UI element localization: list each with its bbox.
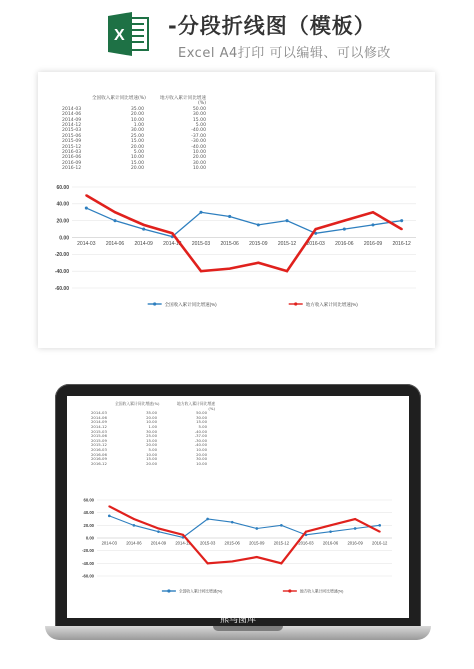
data-point (182, 534, 184, 536)
data-point (231, 521, 234, 524)
table-cell: 30.00 (196, 414, 207, 420)
data-point (199, 211, 202, 214)
x-tick-label: 2014-12 (163, 241, 182, 247)
data-point (330, 524, 332, 526)
data-point (280, 524, 283, 527)
x-tick-label: 2015-12 (277, 241, 297, 247)
data-point (354, 518, 356, 520)
table-cell: 15.00 (130, 139, 144, 145)
table-cell: 15.00 (192, 117, 206, 123)
table-cell: -30.00 (191, 139, 206, 145)
table-cell: 2014-06 (62, 112, 82, 118)
table-cell: 2015-03 (62, 128, 82, 134)
table-cell: 2014-06 (91, 414, 107, 420)
table-cell: 2016-12 (91, 460, 107, 466)
table-cell: 30.00 (192, 112, 206, 118)
data-point (85, 206, 88, 209)
table-header-cell: 全国收入累计同比增速(%) (115, 401, 160, 406)
y-tick-label: -40.00 (82, 560, 94, 566)
table-cell: 20.00 (130, 166, 144, 172)
x-tick-label: 2016-03 (298, 540, 314, 546)
series-line (86, 195, 401, 271)
table-cell: 2016-09 (62, 160, 82, 166)
y-tick-label: -60.00 (54, 285, 69, 292)
table-header-cell: 地方收入累计同比增速(%) (160, 96, 206, 107)
table-cell: 10.00 (146, 451, 157, 457)
legend-label: 全国收入累计同比增速(%) (178, 589, 223, 594)
legend-marker (167, 589, 170, 592)
x-tick-label: 2015-09 (249, 540, 265, 546)
data-point (228, 215, 231, 218)
table-cell: -37.00 (194, 433, 207, 439)
table-cell: 15.00 (146, 456, 157, 462)
series-line (109, 506, 379, 563)
y-tick-label: 60.00 (56, 184, 69, 191)
table-cell: 2016-06 (62, 155, 82, 161)
brand-label: 熊鸟图库 (219, 615, 256, 625)
x-tick-label: 2014-06 (105, 241, 125, 247)
table-cell: 10.00 (130, 117, 144, 123)
data-point (207, 562, 209, 564)
data-point (354, 527, 357, 530)
data-point (85, 194, 87, 196)
data-point (329, 530, 332, 533)
data-point (343, 219, 345, 221)
table-cell: 20.00 (130, 144, 144, 150)
table-cell: 2014-03 (91, 410, 107, 416)
data-point (157, 528, 159, 530)
table-cell: 50.00 (196, 410, 207, 416)
x-tick-label: 2014-12 (175, 540, 191, 546)
table-cell: 5.00 (148, 446, 157, 452)
table-cell: -37.00 (191, 133, 206, 139)
table-cell: 25.00 (130, 133, 144, 139)
legend-label: 地方收入累计同比增速(%) (299, 589, 344, 594)
x-tick-label: 2014-09 (134, 241, 153, 247)
table-cell: -40.00 (194, 428, 207, 434)
data-point (257, 223, 260, 226)
data-point (379, 531, 381, 533)
data-point (171, 232, 173, 234)
table-cell: 2014-09 (62, 117, 82, 123)
x-tick-label: 2014-09 (150, 540, 167, 546)
table-cell: 2016-03 (91, 446, 107, 452)
data-point (206, 518, 209, 521)
table-cell: 2015-06 (91, 433, 107, 439)
svg-text:X: X (114, 27, 125, 44)
y-tick-label: 0.00 (85, 535, 94, 541)
table-cell: 2014-09 (91, 419, 107, 425)
data-point (378, 524, 381, 527)
table-cell: 2014-12 (91, 423, 107, 429)
data-point (200, 270, 202, 272)
x-tick-label: 2015-09 (249, 241, 268, 247)
sheet-preview (38, 72, 435, 348)
series-line (86, 208, 401, 237)
data-point (133, 524, 136, 527)
table-cell: 5.00 (195, 123, 206, 129)
table-cell: 2014-03 (62, 106, 82, 112)
table-cell: -40.00 (191, 128, 206, 134)
table-header-cell: 地方收入累计同比增速(%) (177, 401, 215, 411)
table-cell: -40.00 (194, 442, 207, 448)
table-cell: 2015-12 (91, 442, 107, 448)
x-tick-label: 2014-06 (126, 540, 142, 546)
table-cell: 15.00 (146, 437, 157, 443)
table-cell: 2015-09 (91, 437, 107, 443)
x-tick-label: 2016-06 (322, 540, 339, 546)
table-cell: 30.00 (130, 128, 144, 134)
data-point (157, 530, 160, 533)
table-cell: 20.00 (146, 414, 157, 420)
table-cell: 10.00 (130, 155, 144, 161)
data-point (372, 211, 374, 213)
x-tick-label: 2016-03 (306, 241, 325, 247)
table-cell: 30.00 (192, 160, 206, 166)
x-tick-label: 2016-09 (363, 241, 383, 247)
series-line (109, 516, 379, 538)
x-tick-label: 2014-03 (101, 540, 117, 546)
data-point (114, 211, 116, 213)
table-cell: 1.00 (133, 123, 144, 129)
y-tick-label: 40.00 (56, 201, 69, 208)
header (0, 0, 474, 68)
table-cell: 2016-12 (62, 166, 82, 172)
table-cell: 10.00 (192, 166, 206, 172)
table-cell: 15.00 (196, 419, 207, 425)
table-cell: 2014-12 (62, 123, 82, 129)
data-point (142, 228, 145, 231)
table-cell: 10.00 (192, 150, 206, 156)
table-cell: 35.00 (146, 410, 157, 416)
data-point (314, 228, 316, 230)
x-tick-label: 2015-06 (224, 540, 240, 546)
table-cell: 25.00 (146, 433, 157, 439)
data-point (371, 223, 374, 226)
laptop-mockup (55, 384, 421, 656)
table-cell: 2016-09 (91, 456, 107, 462)
table-cell: 10.00 (196, 460, 207, 466)
table-cell: 10.00 (196, 446, 207, 452)
table-cell: 30.00 (146, 428, 157, 434)
x-tick-label: 2016-12 (392, 241, 411, 247)
data-point (280, 562, 282, 564)
x-tick-label: 2014-03 (77, 241, 96, 247)
y-tick-label: 40.00 (83, 510, 94, 516)
table-cell: -40.00 (191, 144, 206, 150)
table-cell: 35.00 (130, 106, 144, 112)
x-tick-label: 2015-06 (220, 241, 239, 247)
data-point (400, 219, 403, 222)
table-cell: 20.00 (130, 112, 144, 118)
y-tick-label: 20.00 (83, 522, 94, 528)
data-point (142, 224, 144, 226)
table-cell: 2016-03 (62, 150, 82, 156)
legend-marker (153, 302, 156, 305)
y-tick-label: 0.00 (59, 235, 69, 242)
data-point (255, 527, 258, 530)
data-point (228, 267, 230, 269)
y-tick-label: -20.00 (82, 548, 94, 554)
y-tick-label: 20.00 (56, 218, 69, 225)
x-tick-label: 2016-09 (347, 540, 363, 546)
data-point (285, 219, 288, 222)
x-tick-label: 2016-06 (335, 241, 354, 247)
table-cell: 2015-09 (62, 139, 82, 145)
data-point (231, 560, 233, 562)
table-cell: 50.00 (192, 106, 206, 112)
y-tick-label: -20.00 (54, 252, 69, 259)
page-title: -分段折线图（模板） (168, 14, 376, 38)
x-tick-label: 2015-03 (199, 540, 216, 546)
table-cell: 15.00 (130, 160, 144, 166)
table-cell: 2015-06 (62, 133, 82, 139)
table-cell: 20.00 (192, 155, 206, 161)
table-cell: 2015-03 (91, 428, 107, 434)
legend-marker (294, 302, 297, 305)
x-tick-label: 2016-12 (372, 540, 388, 546)
table-cell: 5.00 (133, 150, 144, 156)
data-point (286, 270, 288, 272)
data-point (305, 531, 307, 533)
data-point (108, 505, 110, 507)
table-cell: 1.00 (148, 423, 157, 429)
x-tick-label: 2015-12 (273, 540, 290, 546)
table-cell: 20.00 (196, 451, 207, 457)
table-cell: -30.00 (194, 437, 207, 443)
laptop-screen (67, 396, 409, 618)
data-point (400, 228, 402, 230)
line-chart (38, 72, 435, 348)
y-tick-label: 60.00 (83, 497, 94, 503)
table-cell: 2016-06 (91, 451, 107, 457)
laptop-lid (55, 384, 421, 632)
laptop-notch (213, 626, 283, 631)
data-point (343, 228, 346, 231)
data-point (256, 556, 258, 558)
page-subtitle: Excel A4打印 可以编辑、可以修改 (178, 46, 391, 61)
x-tick-label: 2015-03 (191, 241, 211, 247)
table-cell: 10.00 (146, 419, 157, 425)
excel-icon (108, 12, 150, 56)
legend-label: 全国收入累计同比增速(%) (164, 301, 217, 307)
table-cell: 2015-12 (62, 144, 82, 150)
table-cell: 5.00 (198, 423, 207, 429)
table-cell: 30.00 (196, 456, 207, 462)
legend-marker (288, 589, 291, 592)
line-chart-small (67, 396, 409, 618)
y-tick-label: -40.00 (54, 268, 69, 275)
data-point (113, 219, 116, 222)
table-cell: 20.00 (146, 460, 157, 466)
y-tick-label: -60.00 (82, 573, 94, 579)
data-point (108, 515, 111, 518)
table-header-cell: 全国收入累计同比增速(%) (92, 96, 146, 101)
data-point (133, 518, 135, 520)
legend-label: 地方收入累计同比增速(%) (305, 301, 358, 307)
table-cell: 20.00 (146, 442, 157, 448)
data-point (257, 262, 259, 264)
